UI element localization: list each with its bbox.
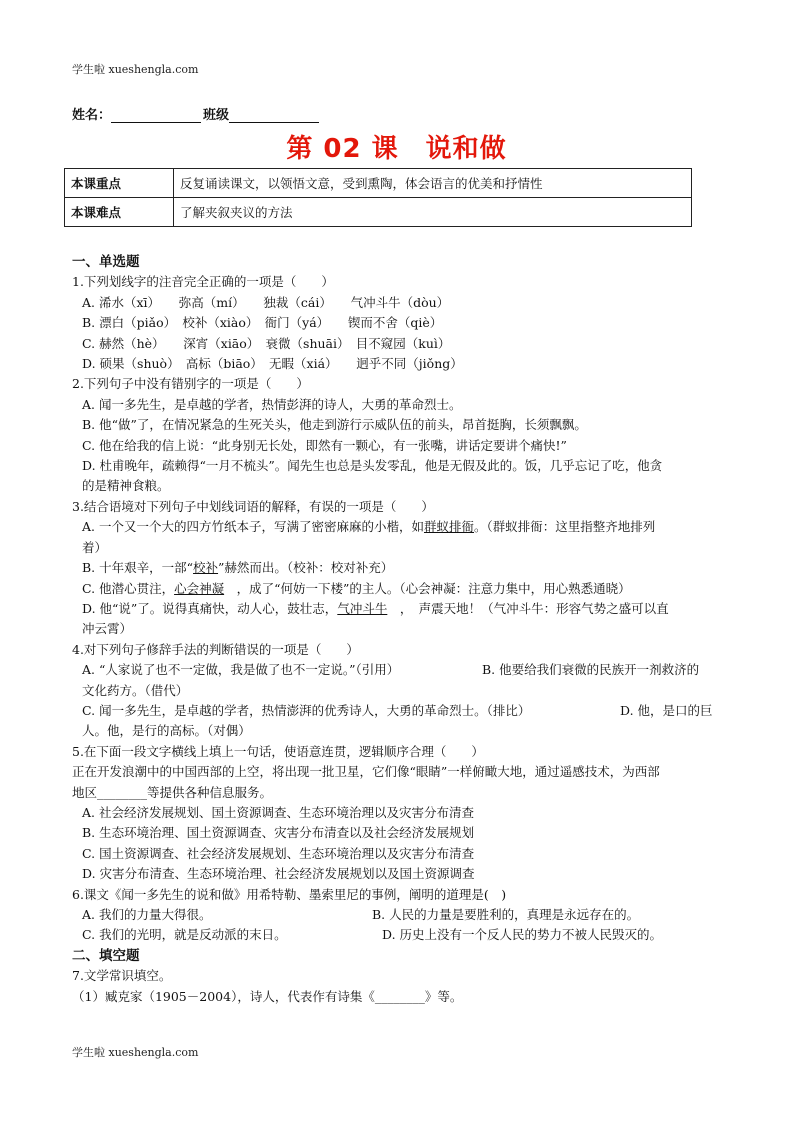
question-3-option-a-cont: 着） (82, 539, 108, 555)
page-title: 第 02 课 说和做 (286, 134, 507, 164)
q3c-post: ，成了“何妨一下楼”的主人。（心会神凝：注意力集中，用心熟悉通晓） (224, 580, 631, 596)
q3d-post: ， 声震天地！（气冲斗牛：形容气势之盛可以直 (387, 600, 669, 616)
question-6-row-ab (72, 905, 722, 925)
question-3-option-a (72, 517, 722, 537)
question-3-stem: 3.结合语境对下列句子中划线词语的解释，有误的一项是（ ） (72, 498, 434, 514)
q3d-underlined: 气冲斗牛 (337, 600, 388, 616)
question-7-sub-1: （1）臧克家（1905－2004），诗人，代表作有诗集《________》等。 (72, 988, 463, 1004)
question-2-option-d: D. 杜甫晚年，疏赖得“一月不梳头”。闻先生也总是头发零乱，他是无假及此的。饭，几乎忘记了吃，他贪 (82, 458, 663, 474)
class-label: 班级 (203, 108, 230, 123)
q3b-underlined: 校补 (193, 560, 219, 576)
header-site-mark: 学生啦 xueshengla.com (72, 63, 199, 76)
table-value-difficulty: 了解夹叙夹议的方法 (174, 198, 692, 227)
question-4-option-d: D. 他，是口的巨 (620, 702, 713, 718)
table-row (65, 198, 692, 227)
section-heading-fill-in: 二、填空题 (72, 947, 140, 964)
question-3-option-d-cont: 冲云霄） (82, 621, 133, 637)
question-6-option-d: D. 历史上没有一个反人民的势力不被人民毁灭的。 (382, 927, 663, 943)
lesson-focus-table (64, 168, 692, 227)
question-5-stem: 5.在下面一段文字横线上填上一句话，使语意连贯，逻辑顺序合理（ ） (72, 743, 484, 759)
question-2-option-a: A. 闻一多先生，是卓越的学者，热情彭湃的诗人，大勇的革命烈士。 (82, 396, 462, 412)
question-2-stem: 2.下列句子中没有错别字的一项是（ ） (72, 376, 309, 392)
question-4-stem: 4.对下列句子修辞手法的判断错误的一项是（ ） (72, 641, 359, 657)
question-1-option-b: B. 漂白（piǎo） 校补（xiào） 衙门（yá） 锲而不舍（qiè） (82, 315, 443, 331)
question-5-option-b: B. 生态环境治理、国土资源调查、灾害分布清查以及社会经济发展规划 (82, 825, 475, 841)
name-class-bar (72, 104, 321, 123)
question-2-option-b: B. 他“做”了，在情况紧急的生死关头，他走到游行示威队伍的前头，昂首挺胸，长须飘飘。 (82, 417, 587, 433)
table-label-difficulty: 本课难点 (65, 198, 174, 227)
question-4-option-a: A. “人家说了也不一定做，我是做了也不一定说。”（引用） (82, 662, 400, 678)
q3a-post: 。（群蚁排衙：这里指整齐地排列 (474, 519, 656, 535)
footer-site-mark: 学生啦 xueshengla.com (72, 1046, 199, 1059)
question-4-row-cd (72, 701, 722, 721)
table-value-focus: 反复诵读课文，以领悟文意，受到熏陶，体会语言的优美和抒情性 (174, 169, 692, 198)
question-4-option-b-cont: 文化药方。（借代） (82, 682, 189, 698)
question-5-option-d: D. 灾害分布清查、生态环境治理、社会经济发展规划以及国土资源调查 (82, 866, 475, 882)
name-blank (111, 108, 201, 123)
question-6-row-cd (72, 925, 722, 945)
class-blank (229, 108, 319, 123)
q3b-post: ”赫然而出。（校补：校对补充） (218, 560, 394, 576)
question-2-option-d-cont: 的是精神食粮。 (82, 478, 170, 494)
question-1-option-a: A. 浠水（xī） 弥高（mí） 独裁（cái） 气冲斗牛（dòu） (82, 294, 450, 310)
q3a-underlined: 群蚁排衙 (423, 519, 474, 535)
question-7-stem: 7.文学常识填空。 (72, 968, 172, 984)
question-5-option-a: A. 社会经济发展规划、国土资源调查、生态环境治理以及灾害分布清查 (82, 804, 474, 820)
table-row (65, 169, 692, 198)
question-2-option-c: C. 他在给我的信上说：“此身别无长处，即然有一颗心，有一张嘴，讲话定要讲个痛快!” (82, 437, 567, 453)
q3c-pre: C. 他潜心贯注， (82, 580, 175, 596)
section-heading-single-choice: 一、单选题 (72, 254, 140, 270)
question-3-option-d (72, 599, 722, 619)
question-4-option-b: B. 他要给我们衰微的民族开一剂救济的 (482, 662, 700, 678)
question-6-stem: 6.课文《闻一多先生的说和做》用希特勒、墨索里尼的事例，阐明的道理是( ) (72, 886, 507, 902)
name-label: 姓名： (72, 108, 112, 123)
question-3-option-b (72, 558, 722, 578)
question-3-option-c (72, 579, 722, 599)
q3c-underlined: 心会神凝 (174, 580, 225, 596)
table-label-focus: 本课重点 (65, 169, 174, 198)
worksheet-body (72, 252, 722, 1007)
question-6-option-b: B. 人民的力量是要胜利的，真理是永远存在的。 (372, 907, 640, 922)
question-4-option-c: C. 闻一多先生，是卓越的学者，热情澎湃的优秀诗人，大勇的革命烈士。（排比） (82, 702, 531, 718)
q3a-pre: A. 一个又一个大的四方竹纸本子，写满了密密麻麻的小楷，如 (82, 519, 424, 535)
q3d-pre: D. 他“说”了。说得真痛快，动人心，鼓壮志， (82, 600, 338, 616)
question-4-row-ab (72, 660, 722, 680)
question-1-option-c: C. 赫然（hè） 深宵（xiāo） 衰微（shuāi） 目不窥园（kuì） (82, 335, 451, 351)
question-5-option-c: C. 国土资源调查、社会经济发展规划、生态环境治理以及灾害分布清查 (82, 845, 475, 861)
question-4-option-d-cont: 人。他，是行的高标。（对偶） (82, 723, 251, 739)
question-5-passage-1: 正在开发浪潮中的中国西部的上空，将出现一批卫星，它们像“眼睛”一样俯瞰大地，通过遥感技术，为西部 (72, 764, 660, 780)
question-1-option-d: D. 硕果（shuò） 高标（biāo） 无暇（xiá） 迥乎不同（jiǒng） (82, 356, 463, 372)
question-5-passage-2: 地区________等提供各种信息服务。 (72, 784, 273, 800)
question-6-option-a: A. 我们的力量大得很。 (82, 907, 212, 922)
question-1-stem: 1.下列划线字的注音完全正确的一项是（ ） (72, 274, 334, 290)
q3b-pre: B. 十年艰辛，一部“ (82, 560, 194, 576)
question-6-option-c: C. 我们的光明，就是反动派的末日。 (82, 927, 287, 943)
